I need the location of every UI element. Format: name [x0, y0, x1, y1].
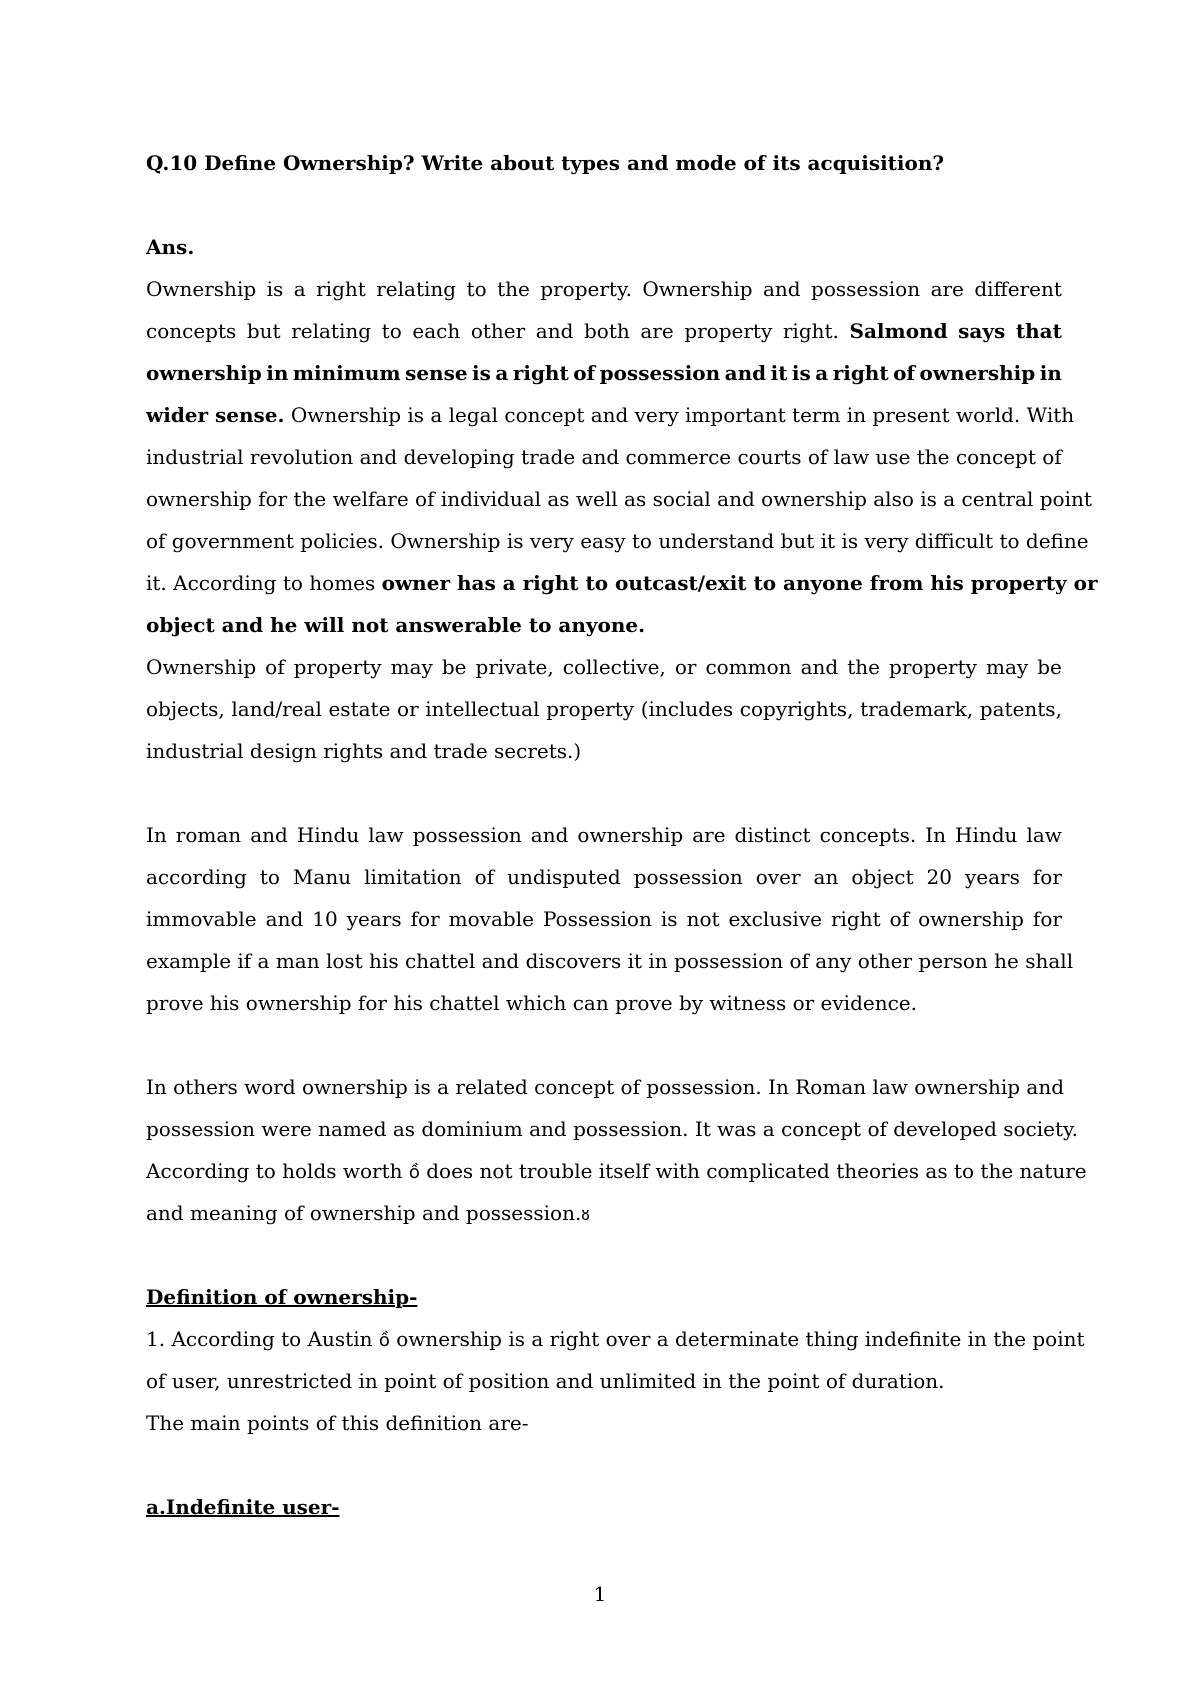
- word: each: [412, 319, 461, 343]
- word: land/real: [231, 697, 322, 721]
- text-run: it. According to homes: [146, 571, 382, 595]
- text-run: According to holds worth: [146, 1159, 409, 1183]
- word: are: [930, 277, 964, 301]
- paragraph-1-line-4: [146, 394, 1075, 436]
- word: Hindu: [296, 823, 360, 847]
- word: concepts.: [819, 823, 917, 847]
- word: other: [470, 319, 526, 343]
- paragraph-1-line-6: ownership for the welfare of individual as well as social and ownership also is a central point: [146, 487, 1092, 511]
- word: copyrights,: [739, 697, 854, 721]
- paragraph-4-line-1: In others word ownership is a related concept of possession. In Roman law ownership and: [146, 1075, 1065, 1099]
- word: it: [770, 361, 788, 385]
- word: is: [266, 277, 284, 301]
- word: objects,: [146, 697, 225, 721]
- word: ownership: [577, 823, 684, 847]
- word: and: [265, 907, 304, 931]
- word: is: [791, 361, 811, 385]
- word: of: [889, 907, 910, 931]
- word: different: [974, 277, 1062, 301]
- word: Hindu: [955, 823, 1018, 847]
- document-body: [146, 142, 1098, 1528]
- word: be: [1037, 655, 1062, 679]
- paragraph-2-line-1: [146, 646, 1062, 688]
- paragraph-3-line-3: [146, 898, 1062, 940]
- paragraph-4-line-4: [146, 1192, 1062, 1234]
- word: to: [259, 865, 280, 889]
- word: to: [381, 319, 402, 343]
- word: says: [958, 319, 1006, 343]
- word: is: [660, 907, 678, 931]
- word: intellectual: [425, 697, 540, 721]
- word: immovable: [146, 907, 257, 931]
- word: property: [684, 319, 773, 343]
- word: trademark,: [860, 697, 974, 721]
- word: Ownership: [146, 655, 257, 679]
- word: may: [986, 655, 1029, 679]
- word: In: [925, 823, 946, 847]
- text-run: and meaning of ownership and possession.: [146, 1201, 582, 1225]
- word: be: [441, 655, 467, 679]
- blank-line: [146, 1444, 1062, 1486]
- paragraph-2: [146, 646, 1062, 772]
- word: relating: [291, 319, 372, 343]
- word: Manu: [292, 865, 352, 889]
- word: of: [573, 361, 596, 385]
- word: for: [1032, 865, 1062, 889]
- word: for: [410, 907, 440, 931]
- word: over: [755, 865, 801, 889]
- word: in: [1039, 361, 1062, 385]
- word: and: [530, 823, 569, 847]
- paragraph-2-line-2: [146, 688, 1062, 730]
- word: possession: [412, 823, 522, 847]
- blank-line: [146, 1234, 1062, 1276]
- word: (includes: [640, 697, 734, 721]
- word: right: [830, 907, 881, 931]
- word: Ownership: [642, 277, 753, 301]
- paragraph-3-line-2: [146, 856, 1062, 898]
- question-heading: Q.10 Define Ownership? Write about types and mode of its acquisition?: [146, 151, 945, 175]
- paragraph-4: [146, 1066, 1087, 1234]
- word: and: [800, 655, 839, 679]
- word: property: [293, 655, 382, 679]
- word: sense: [405, 361, 468, 385]
- bold-phrase: owner has a right to outcast/exit to anyone from his property or: [381, 571, 1098, 595]
- word: an: [813, 865, 839, 889]
- word: both: [584, 319, 630, 343]
- word: the: [497, 277, 530, 301]
- word: Possession: [542, 907, 652, 931]
- definition-heading: Definition of ownership-: [146, 1285, 418, 1309]
- word: minimum: [292, 361, 401, 385]
- quote-glyph: ồ: [408, 1162, 420, 1183]
- paragraph-3-line-4: example if a man lost his chattel and discovers it in possession of any other person he shall: [146, 949, 1074, 973]
- word: ownership: [918, 907, 1024, 931]
- word: movable: [448, 907, 534, 931]
- paragraph-1-line-8: [146, 562, 1098, 604]
- word: 10: [312, 907, 338, 931]
- word: 20: [926, 865, 952, 889]
- paragraph-1: [146, 268, 1098, 646]
- word: or: [397, 697, 419, 721]
- word: relating: [376, 277, 457, 301]
- paragraph-4-line-2: possession were named as dominium and possession. It was a concept of developed society.: [146, 1117, 1079, 1141]
- word: patents,: [979, 697, 1062, 721]
- word: for: [1032, 907, 1062, 931]
- text-run: does not trouble itself with complicated theories as to the nature: [419, 1159, 1087, 1183]
- word: property: [889, 655, 977, 679]
- word: undisputed: [507, 865, 621, 889]
- page-number: 1: [593, 1582, 607, 1606]
- word: right: [512, 361, 569, 385]
- quote-glyph: ồ: [378, 1330, 390, 1351]
- word: common: [705, 655, 792, 679]
- word: collective,: [562, 655, 666, 679]
- word: that: [1015, 319, 1062, 343]
- word: but: [246, 319, 281, 343]
- definition-paragraph: [146, 1318, 1085, 1444]
- word: and: [724, 361, 767, 385]
- word: and: [762, 277, 801, 301]
- word: ownership: [919, 361, 1036, 385]
- paragraph-4-line-3: [146, 1150, 1087, 1192]
- paragraph-1-line-7: of government policies. Ownership is very easy to understand but it is very difficult to define: [146, 529, 1089, 553]
- word: and: [250, 823, 288, 847]
- word: Salmond: [849, 319, 948, 343]
- paragraph-1-line-3: [146, 352, 1062, 394]
- word: In: [146, 823, 167, 847]
- word: to: [466, 277, 487, 301]
- word: a: [293, 277, 306, 301]
- word: may: [390, 655, 433, 679]
- word: object: [851, 865, 914, 889]
- text-run: Ownership is a legal concept and very important term in present world. With: [284, 403, 1075, 427]
- word: according: [146, 865, 247, 889]
- word: distinct: [734, 823, 811, 847]
- quote-glyph: ᴕ: [581, 1204, 590, 1225]
- paragraph-1-line-2: [146, 310, 1062, 352]
- paragraph-1-line-5: industrial revolution and developing trade and commerce courts of law use the concept of: [146, 445, 1062, 469]
- word: Ownership: [146, 277, 257, 301]
- word: of: [893, 361, 916, 385]
- blank-line: [146, 1024, 1062, 1066]
- word: private,: [475, 655, 554, 679]
- word: of: [474, 865, 495, 889]
- definition-line-2: of user, unrestricted in point of position and unlimited in the point of duration.: [146, 1369, 945, 1393]
- word: right: [832, 361, 889, 385]
- word: are: [640, 319, 674, 343]
- word: law: [368, 823, 404, 847]
- word: a: [815, 361, 829, 385]
- word: estate: [328, 697, 391, 721]
- word: not: [686, 907, 720, 931]
- paragraph-1-line-9: object and he will not answerable to anyone.: [146, 613, 646, 637]
- paragraph-2-line-3: industrial design rights and trade secrets.): [146, 739, 582, 763]
- word: property.: [540, 277, 632, 301]
- word: possession: [633, 865, 743, 889]
- text-run: 1. According to Austin: [146, 1327, 379, 1351]
- word: the: [847, 655, 880, 679]
- word: right.: [782, 319, 839, 343]
- word: limitation: [364, 865, 462, 889]
- text-run: ownership is a right over a determinate thing indefinite in the point: [389, 1327, 1085, 1351]
- word: of: [265, 655, 285, 679]
- word: property: [546, 697, 635, 721]
- answer-label: Ans.: [146, 235, 195, 259]
- word: possession: [811, 277, 921, 301]
- word: and: [535, 319, 574, 343]
- word: or: [674, 655, 697, 679]
- paragraph-1-line-1: [146, 268, 1062, 310]
- paragraph-3-line-1: [146, 814, 1062, 856]
- bold-phrase: wider sense.: [146, 403, 285, 427]
- word: is: [472, 361, 491, 385]
- subheading-indefinite-user: a.Indefinite user-: [146, 1495, 340, 1519]
- blank-line: [146, 184, 1062, 226]
- paragraph-3-line-5: prove his ownership for his chattel which can prove by witness or evidence.: [146, 991, 917, 1015]
- word: possession: [599, 361, 721, 385]
- word: a: [495, 361, 509, 385]
- definition-line-3: The main points of this definition are-: [146, 1411, 529, 1435]
- word: years: [964, 865, 1020, 889]
- word: exclusive: [728, 907, 822, 931]
- word: right: [316, 277, 366, 301]
- definition-line-1: [146, 1318, 1085, 1360]
- word: in: [266, 361, 289, 385]
- word: law: [1026, 823, 1062, 847]
- word: roman: [175, 823, 242, 847]
- word: concepts: [146, 319, 237, 343]
- blank-line: [146, 772, 1062, 814]
- word: are: [692, 823, 726, 847]
- word: ownership: [146, 361, 262, 385]
- word: years: [346, 907, 402, 931]
- paragraph-3: [146, 814, 1074, 1024]
